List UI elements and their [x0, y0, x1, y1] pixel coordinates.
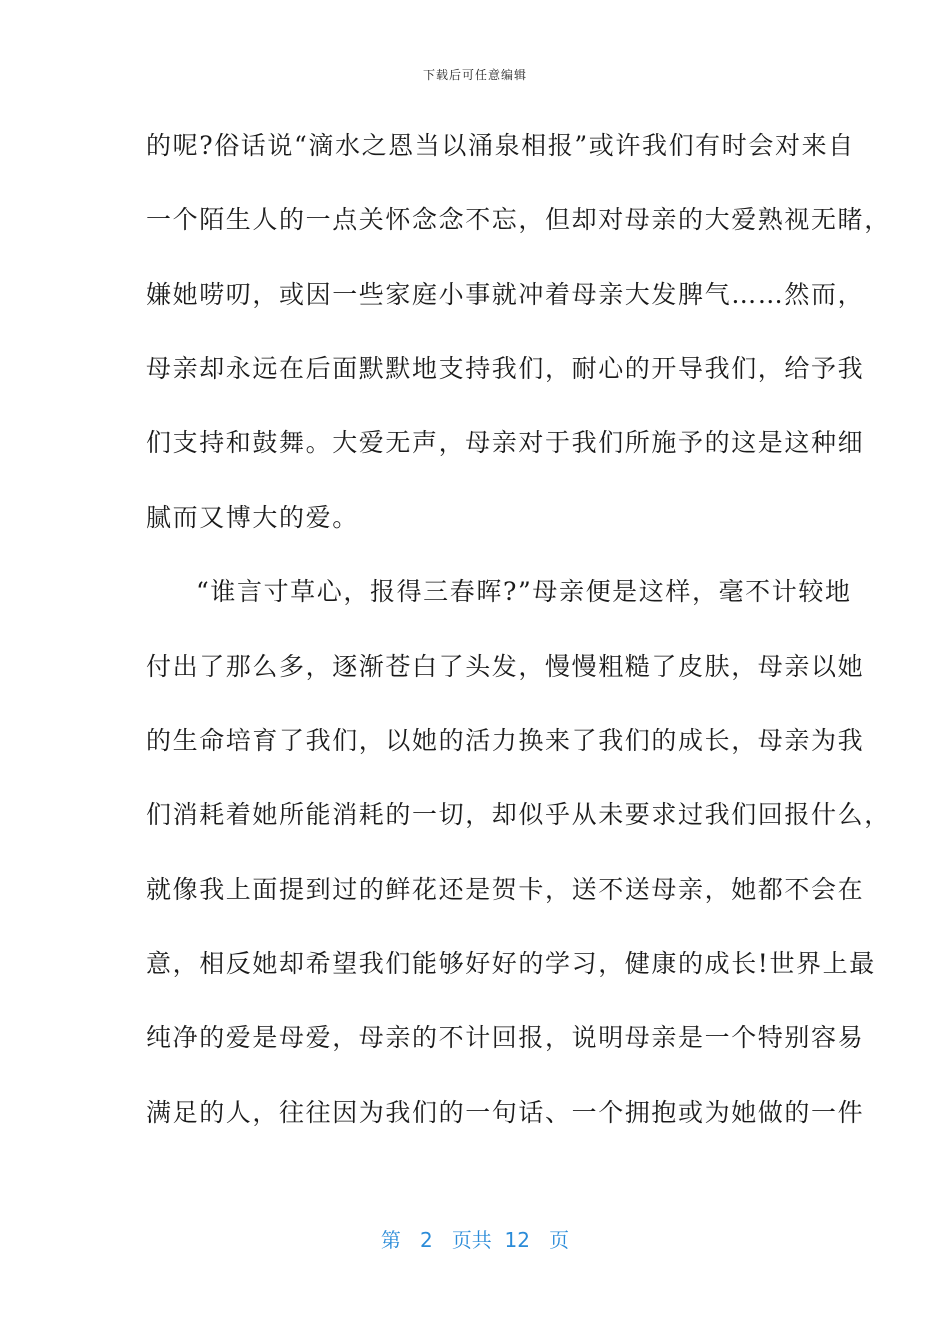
text-line: 满足的人，往往因为我们的一句话、一个拥抱或为她做的一件 — [146, 1098, 865, 1127]
page-prefix: 第 — [380, 1228, 401, 1252]
page-header: 下载后可任意编辑 — [422, 68, 527, 82]
text-line: 的呢?俗话说“滴水之恩当以涌泉相报”或许我们有时会对来自 — [146, 131, 855, 160]
total-pages-number: 12 — [504, 1228, 530, 1252]
page-middle: 页共 — [451, 1228, 492, 1252]
current-page-number: 2 — [420, 1228, 433, 1252]
text-line: “谁言寸草心，报得三春晖?”母亲便是这样，毫不计较地 — [196, 577, 852, 606]
text-line: 嫌她唠叨，或因一些家庭小事就冲着母亲大发脾气……然而， — [146, 280, 865, 309]
text-line: 们支持和鼓舞。大爱无声，母亲对于我们所施予的这是这种细 — [146, 428, 865, 457]
page-footer — [0, 1224, 950, 1253]
text-line: 付出了那么多，逐渐苍白了头发，慢慢粗糙了皮肤，母亲以她 — [146, 652, 865, 681]
text-line: 一个陌生人的一点关怀念念不忘，但却对母亲的大爱熟视无睹， — [146, 205, 891, 234]
text-line: 母亲却永远在后面默默地支持我们，耐心的开导我们，给予我 — [146, 354, 865, 383]
text-line: 们消耗着她所能消耗的一切，却似乎从未要求过我们回报什么， — [146, 800, 891, 829]
text-line: 纯净的爱是母爱，母亲的不计回报，说明母亲是一个特别容易 — [146, 1023, 865, 1052]
text-line: 的生命培育了我们，以她的活力换来了我们的成长，母亲为我 — [146, 726, 865, 755]
text-line: 就像我上面提到过的鲜花还是贺卡，送不送母亲，她都不会在 — [146, 875, 865, 904]
page-suffix: 页 — [549, 1228, 570, 1252]
text-line: 意，相反她却希望我们能够好好的学习，健康的成长!世界上最 — [146, 949, 876, 978]
text-line: 腻而又博大的爱。 — [146, 503, 359, 532]
